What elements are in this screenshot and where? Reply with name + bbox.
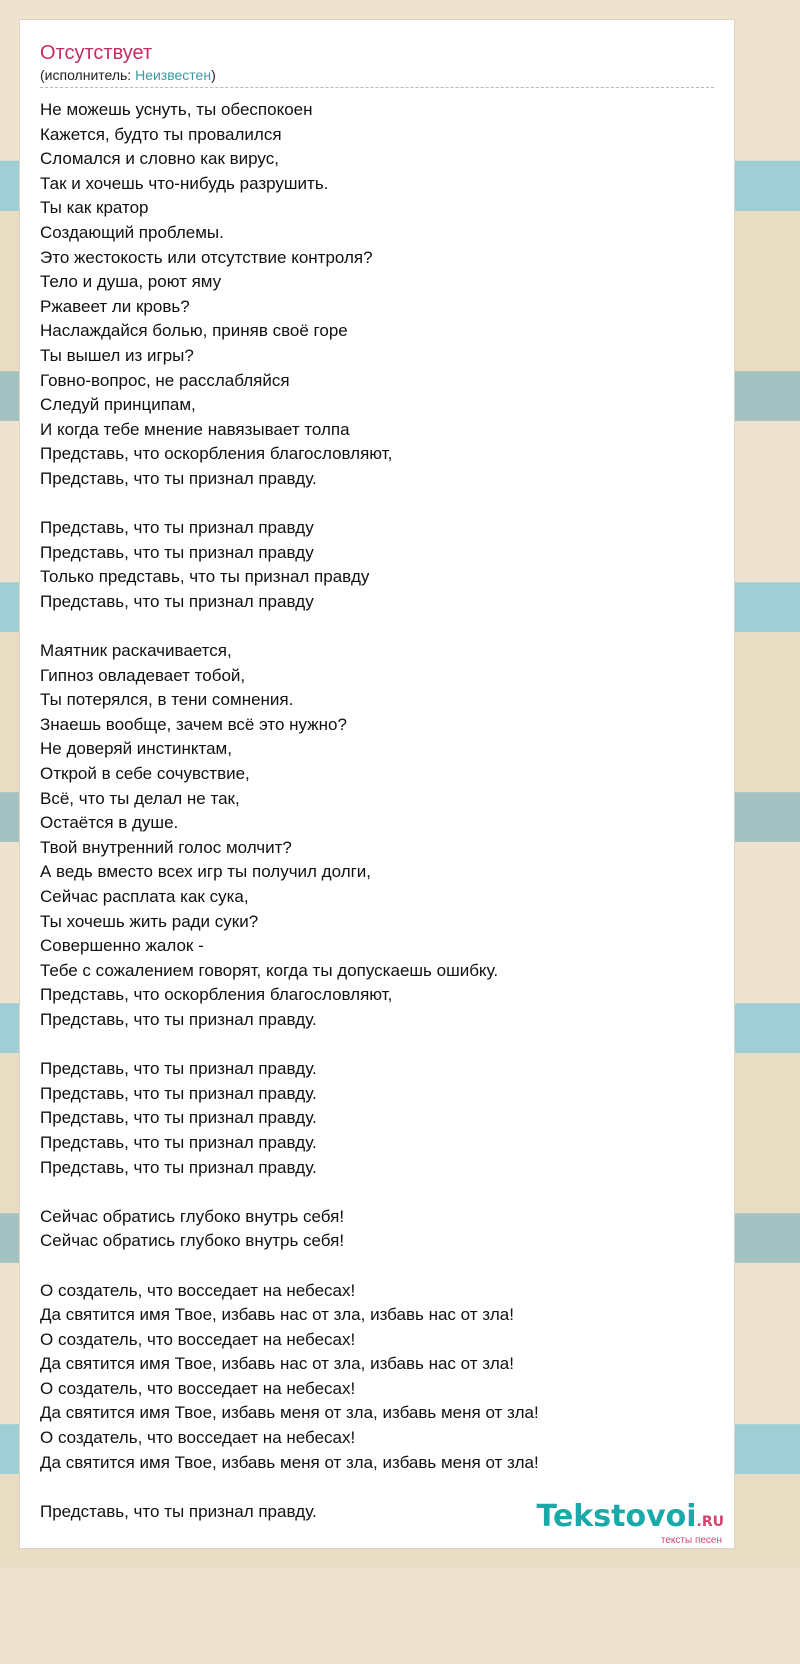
artist-link[interactable]: Неизвестен	[135, 67, 212, 83]
lyrics-line: Тебе с сожалением говорят, когда ты допускаешь ошибку.	[40, 960, 499, 980]
lyrics-line: Сейчас расплата как сука,	[40, 887, 249, 906]
lyrics-line: Ты вышел из игры?	[40, 345, 194, 365]
lyrics-line: Представь, что ты признал правду.	[40, 1132, 317, 1152]
lyrics-line: Тело и душа, роют яму	[40, 272, 222, 292]
lyrics-line: Открой в себе сочувствие,	[40, 764, 250, 784]
artist-suffix: )	[211, 67, 216, 83]
lyrics-line: Говно-вопрос, не расслабляйся	[40, 370, 290, 390]
lyrics-line: Сломался и словно как вирус,	[40, 149, 279, 169]
lyrics-blank-line	[40, 614, 720, 639]
lyrics-line: Представь, что ты признал правду.	[40, 1083, 317, 1103]
lyrics-line: Представь, что ты признал правду.	[40, 468, 317, 488]
lyrics-line: О создатель, что восседает на небесах!	[40, 1378, 356, 1398]
lyrics-line: Сейчас обратись глубоко внутрь себя!	[40, 1206, 345, 1226]
lyrics-line: А ведь вместо всех игр ты получил долги,	[40, 862, 372, 882]
lyrics-line: Только представь, что ты признал правду	[40, 567, 370, 587]
lyrics-line: Представь, что оскорбления благословляют,	[40, 985, 393, 1005]
header-divider	[40, 87, 714, 88]
lyrics-line: Представь, что оскорбления благословляют,	[40, 444, 393, 464]
lyrics-line: Да святится имя Твое, избавь меня от зла, избавь меня от зла!	[40, 1403, 539, 1423]
lyrics-blank-line	[40, 492, 720, 517]
site-logo[interactable]	[536, 1501, 724, 1546]
lyrics-line: Твой внутренний голос молчит?	[40, 837, 292, 857]
lyrics-line: Совершенно жалок -	[40, 936, 204, 956]
logo-domain: .RU	[696, 1514, 724, 1530]
lyrics-line: Сейчас обратись глубоко внутрь себя!	[40, 1231, 345, 1251]
lyrics-line: Гипноз овладевает тобой,	[40, 665, 246, 685]
lyrics-line: Так и хочешь что-нибудь разрушить.	[40, 173, 329, 193]
lyrics-blank-line	[40, 1254, 720, 1279]
lyrics-line: Представь, что ты признал правду.	[40, 1059, 317, 1079]
artist-line	[40, 66, 714, 84]
lyrics-line: Это жестокость или отсутствие контроля?	[40, 247, 373, 267]
lyrics-line: Представь, что ты признал правду.	[40, 1501, 317, 1521]
lyrics-line: Представь, что ты признал правду	[40, 542, 314, 562]
lyrics-line: Наслаждайся болью, приняв своё горе	[40, 321, 348, 341]
song-title: Отсутствует	[40, 42, 153, 64]
lyrics-line: Кажется, будто ты провалился	[40, 124, 282, 144]
lyrics-card	[20, 20, 734, 1548]
lyrics-line: О создатель, что восседает на небесах!	[40, 1428, 356, 1448]
lyrics-line: Остаётся в душе.	[40, 813, 179, 833]
lyrics-line: Представь, что ты признал правду	[40, 591, 314, 611]
lyrics-line: Ржавеет ли кровь?	[40, 296, 190, 316]
logo-name: Tekstovoi	[536, 1499, 697, 1534]
logo-tagline: тексты песен	[660, 1535, 722, 1546]
song-header	[40, 40, 714, 84]
artist-prefix: (исполнитель:	[40, 67, 136, 83]
lyrics-line: Представь, что ты признал правду.	[40, 1108, 317, 1128]
lyrics-line: Ты хочешь жить ради суки?	[40, 911, 259, 931]
lyrics-line: О создатель, что восседает на небесах!	[40, 1280, 356, 1300]
lyrics-text	[40, 98, 720, 1524]
lyrics-line: Да святится имя Твое, избавь нас от зла, избавь нас от зла!	[40, 1354, 514, 1374]
lyrics-line: Следуй принципам,	[40, 395, 196, 415]
lyrics-line: Маятник раскачивается,	[40, 641, 232, 661]
lyrics-line: О создатель, что восседает на небесах!	[40, 1329, 356, 1349]
lyrics-line: Представь, что ты признал правду.	[40, 1157, 317, 1177]
lyrics-line: Знаешь вообще, зачем всё это нужно?	[40, 714, 347, 734]
lyrics-line: Да святится имя Твое, избавь меня от зла, избавь меня от зла!	[40, 1452, 539, 1472]
lyrics-line: Ты как кратор	[40, 198, 149, 218]
lyrics-line: Ты потерялся, в тени сомнения.	[40, 690, 294, 710]
lyrics-line: Создающий проблемы.	[40, 222, 224, 242]
lyrics-line: Не доверяй инстинктам,	[40, 739, 232, 759]
lyrics-line: И когда тебе мнение навязывает толпа	[40, 419, 350, 439]
lyrics-blank-line	[40, 1475, 720, 1500]
lyrics-line: Не можешь уснуть, ты обеспокоен	[40, 100, 313, 119]
lyrics-blank-line	[40, 1033, 720, 1058]
lyrics-line: Представь, что ты признал правду	[40, 518, 314, 538]
lyrics-line: Представь, что ты признал правду.	[40, 1009, 317, 1029]
lyrics-line: Да святится имя Твое, избавь нас от зла, избавь нас от зла!	[40, 1305, 514, 1325]
lyrics-blank-line	[40, 1180, 720, 1205]
lyrics-line: Всё, что ты делал не так,	[40, 788, 240, 808]
